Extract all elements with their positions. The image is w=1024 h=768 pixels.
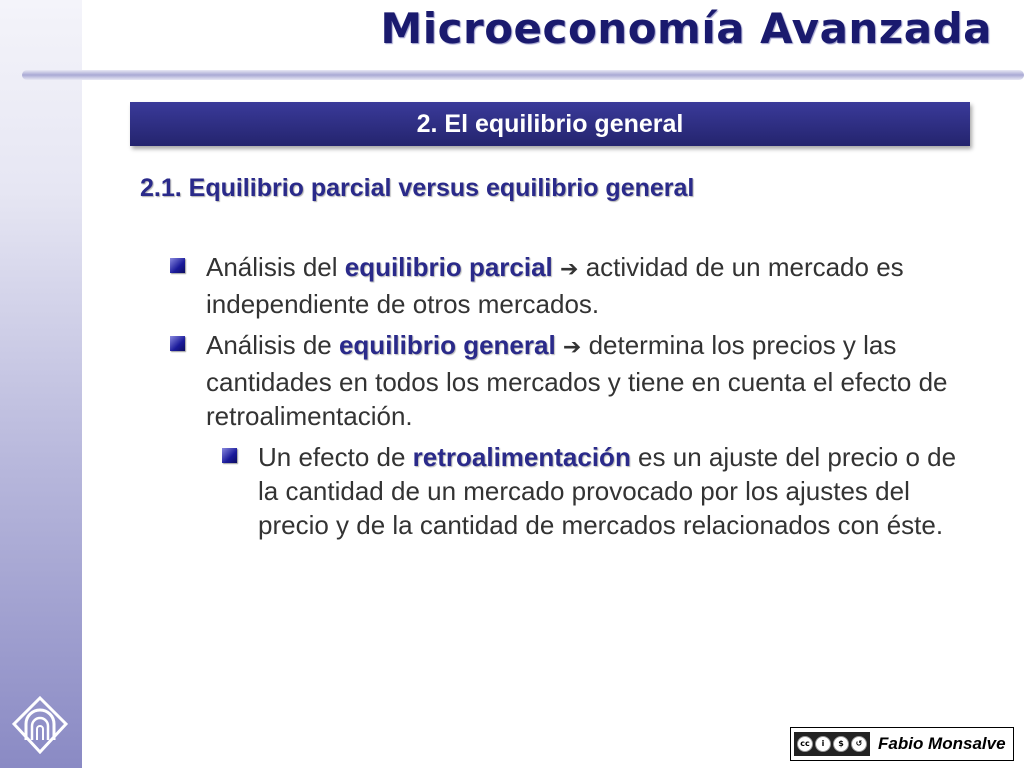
bullet-text-after: es un ajuste del precio o de la cantidad de un mercado provocado por los ajustes del precio y de la cantidad de mercados relacionados con éste. bbox=[258, 442, 957, 540]
bullet-text-after: determina los precios y las cantidades en todos los mercados y tiene en cuenta el efecto de retroalimentación. bbox=[206, 330, 948, 431]
arrow-right-icon: ➔ bbox=[562, 335, 582, 360]
section-title: 2. El equilibrio general bbox=[416, 109, 684, 138]
keyword: equilibrio parcial bbox=[344, 252, 553, 282]
keyword: retroalimentación bbox=[412, 442, 631, 472]
license-footer bbox=[790, 727, 1014, 761]
section-banner bbox=[130, 102, 970, 146]
course-title: Microeconomía Avanzada bbox=[380, 4, 992, 53]
bullet-list bbox=[168, 250, 968, 542]
university-arch-logo bbox=[12, 696, 68, 754]
left-decorative-band bbox=[0, 0, 82, 768]
arrow-right-icon: ➔ bbox=[560, 257, 579, 282]
header-divider bbox=[22, 70, 1024, 80]
keyword: equilibrio general bbox=[338, 330, 556, 360]
sa-icon: ↺ bbox=[851, 736, 867, 752]
cc-badge: cc bbox=[797, 736, 813, 752]
subsection-title: 2.1. Equilibrio parcial versus equilibrio general bbox=[140, 174, 695, 202]
square-bullet-icon bbox=[222, 448, 237, 463]
bullet-text-before: Análisis del bbox=[206, 252, 345, 282]
square-bullet-icon bbox=[170, 258, 185, 273]
author-name: Fabio Monsalve bbox=[878, 734, 1006, 753]
nc-icon: $ bbox=[833, 736, 849, 752]
bullet-text-after: actividad de un mercado es independiente de otros mercados. bbox=[206, 252, 904, 319]
bullet-text-before: Análisis de bbox=[206, 330, 339, 360]
sub-list-item bbox=[168, 440, 968, 542]
list-item bbox=[168, 328, 968, 433]
creative-commons-icon bbox=[794, 732, 870, 756]
by-icon: i bbox=[815, 736, 831, 752]
square-bullet-icon bbox=[170, 336, 185, 351]
bullet-text-before: Un efecto de bbox=[258, 442, 413, 472]
list-item bbox=[168, 250, 968, 321]
